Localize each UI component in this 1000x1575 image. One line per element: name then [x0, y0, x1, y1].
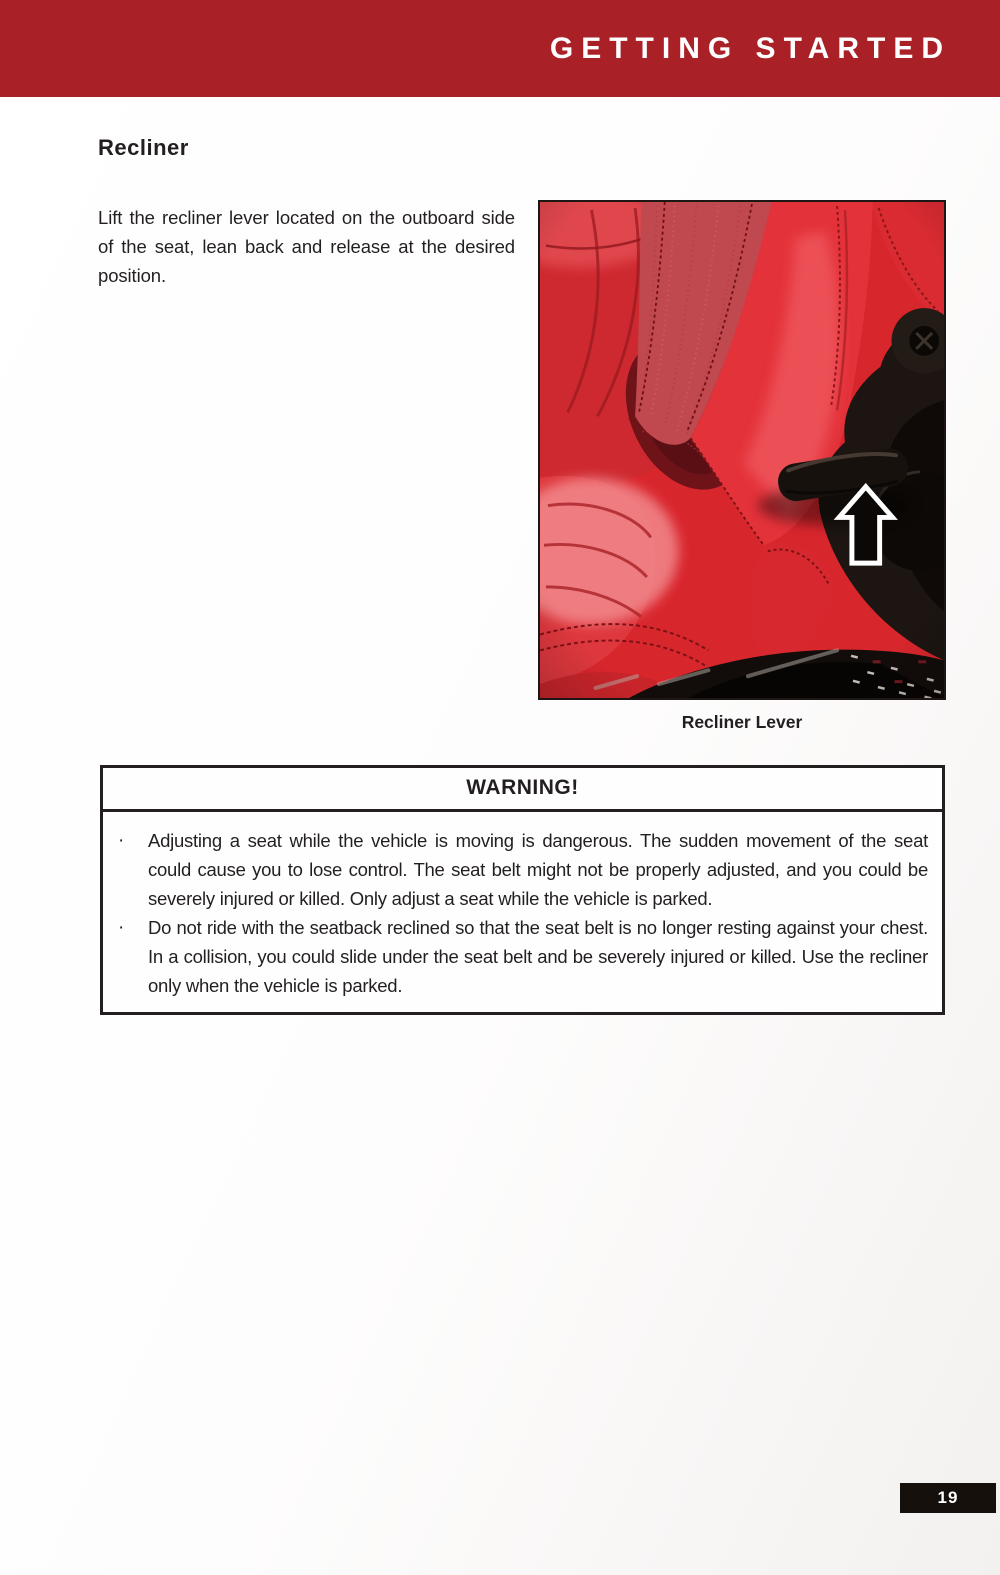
warning-title: WARNING!	[103, 768, 942, 812]
page-number: 19	[937, 1488, 959, 1507]
section-body-text: Lift the recliner lever located on the outboard side of the seat, lean back and release at the desired position.	[98, 207, 515, 286]
recliner-figure	[538, 200, 946, 733]
warning-bullet-item: · Adjusting a seat while the vehicle is moving is dangerous. The sudden movement of the seat could cause you to lose control. The seat belt might not be properly adjusted, and you could be severely injured or killed. Only adjust a seat while the vehicle is parked.	[115, 826, 928, 913]
warning-body	[103, 812, 942, 1012]
figure-caption: Recliner Lever	[681, 712, 803, 732]
warning-bullet-item: · Do not ride with the seatback reclined so that the seat belt is no longer resting against your chest. In a collision, you could slide under the seat belt and be severely injured or killed. Use the recliner only when the vehicle is parked.	[115, 913, 928, 1000]
page-number-badge	[900, 1483, 996, 1513]
section-heading: Recliner	[98, 135, 189, 160]
photo-vignette	[540, 202, 944, 698]
page-title: GETTING STARTED	[549, 31, 951, 65]
warning-box	[100, 765, 945, 1015]
recliner-photo	[538, 200, 946, 700]
header-banner	[0, 0, 1000, 97]
